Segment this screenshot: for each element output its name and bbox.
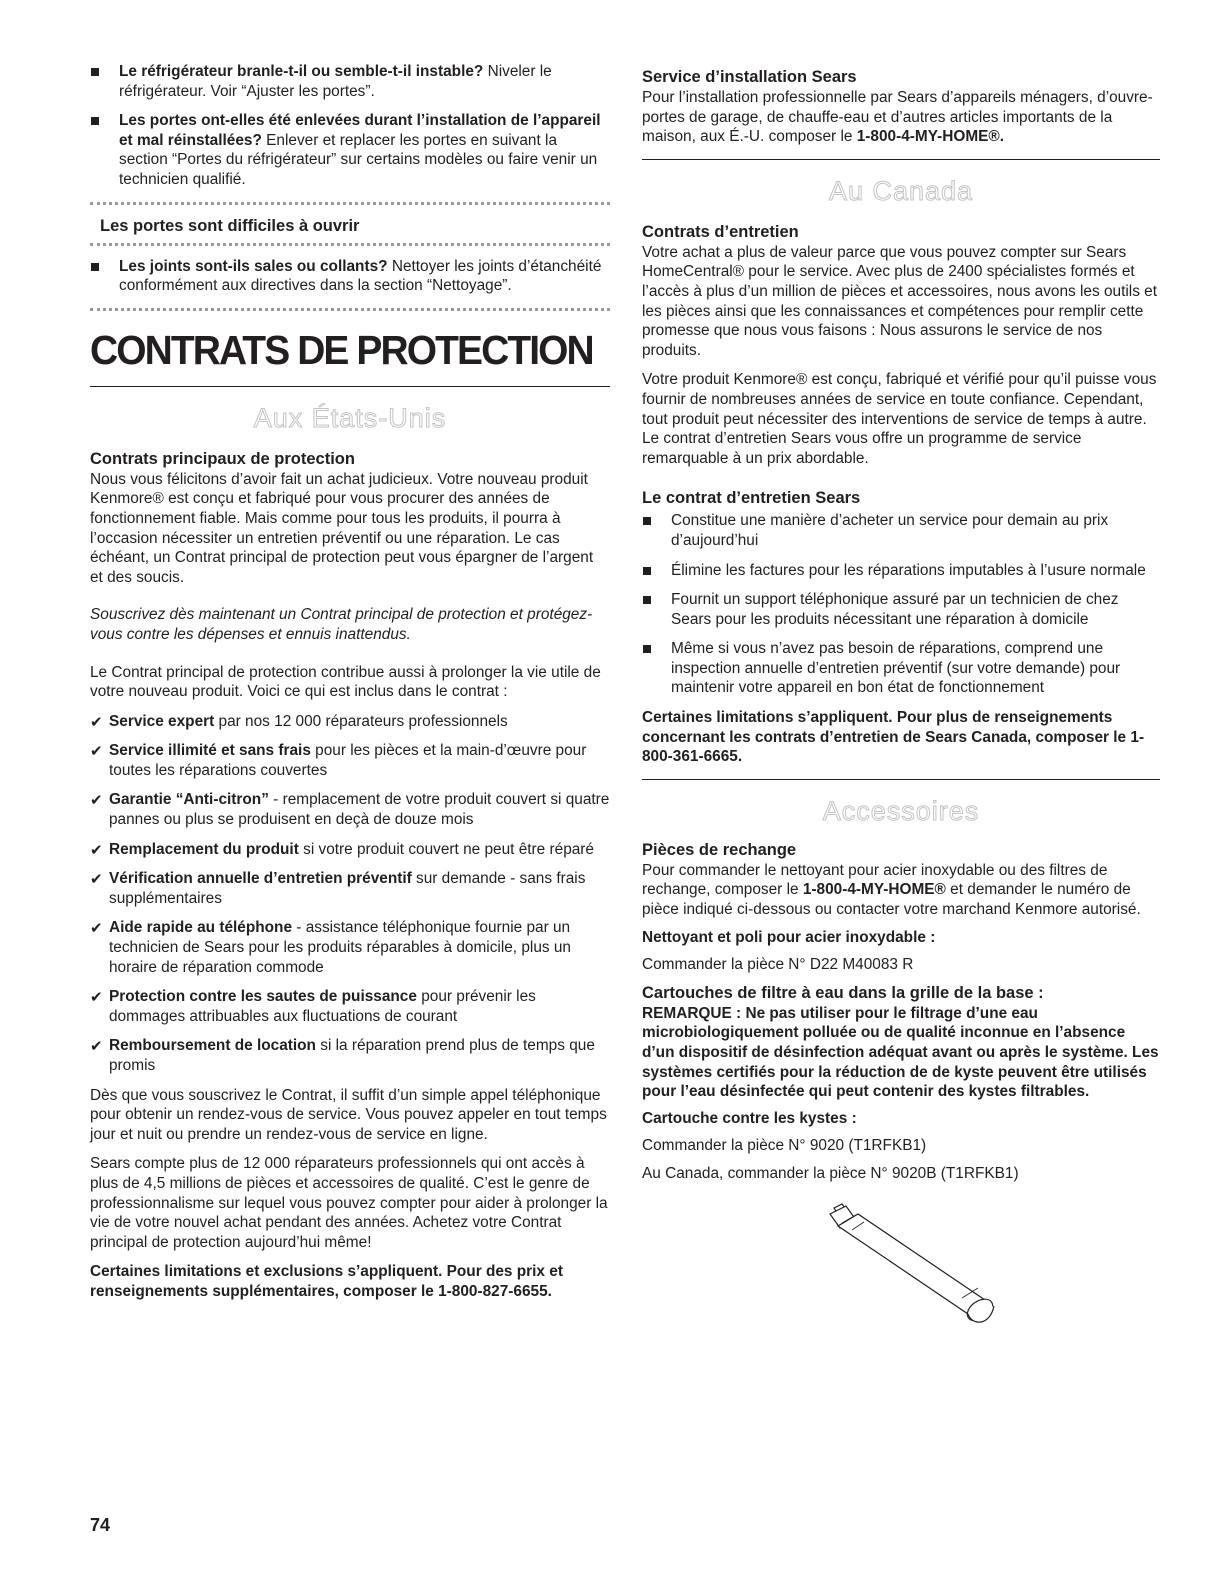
canada-para-1: Votre achat a plus de valeur parce que vous pouvez compter sur Sears HomeCentral® pour le service. Avec plus de 2400 spécialistes formés et l’accès à plus d’un million de pièces et accessoires, nous avons les outils et les pièces ainsi que les connaissances et compétences pour remplir cette promesse que nous vous faisons : Nous assurons le service de nos produits. [642,243,1158,359]
benefit-title: Remplacement du produit [109,840,299,858]
benefit-title: Remboursement de location [109,1037,316,1055]
filter-heading: Cartouches de filtre à eau dans la grille de la base : [642,983,1044,1002]
usa-call-paragraph: Dès que vous souscrivez le Contrat, il suffit d’un simple appel téléphonique pour obtenir un rendez-vous de service. Vous pouvez appeler en tout temps jour et nuit ou prendre un rendez-vous de service en ligne. [90,1086,607,1143]
benefit-text: pour prévenir les dommages attribuables aux fluctuations de courant [109,988,536,1025]
usa-intro: Nous vous félicitons d’avoir fait un achat judicieux. Votre nouveau produit Kenmore® est conçu et fabriqué pour vous procurer des années de fonctionnement fiable. Mais comme pour tous les produits, il pourra à l’occasion nécessiter un entretien préventif ou une réparation. Le cas échéant, un Contrat principal de protection peut vous épargner de l’argent et des soucis. [90,470,594,586]
canada-contract-list [642,511,1160,698]
list-item [90,257,610,296]
list-item [90,111,610,189]
canada-contract-heading: Le contrat d’entretien Sears [642,489,861,508]
parts-intro-start: Pour commander le nettoyant pour acier inoxydable ou des filtres de rechange, composer le [642,861,1108,899]
benefit-text: - assistance téléphonique fournie par un technicien de Sears pour les produits réparables à domicile, plus un horaire de réparation commode [109,919,571,976]
section-rule [642,779,1160,780]
benefit-title: Aide rapide au téléphone [109,919,293,937]
parts-heading: Pièces de rechange [642,840,797,859]
answer-text: Enlever et replacer les portes en suivant la section “Portes du réfrigérateur” sur certains modèles ou faire venir un technicien qualifié. [119,131,598,188]
canada-section-label: Au Canada [828,175,974,206]
install-text [642,88,1160,147]
canada-limitations: Certaines limitations s’appliquent. Pour plus de renseignements concernant les contrats d’entretien de Sears Canada, composer le 1-800-361-6665. [642,709,1145,766]
left-column [90,62,610,1302]
install-body: Pour l’installation professionnelle par Sears d’appareils ménagers, d’ouvre-portes de garage, de chauffe-eau et d’autres articles importants de la maison, aux É.-U. composer le [642,89,1153,146]
list-item [90,62,610,101]
dotted-divider [90,243,610,246]
list-item [90,712,610,732]
check-icon: ✔ [90,989,103,1007]
check-icon: ✔ [90,871,103,889]
parts-intro-end: et demander le numéro de pièce indiqué ci-dessous ou contacter votre marchand Kenmore autorisé. [642,881,1141,919]
benefit-text: - remplacement de votre produit couvert si quatre pannes ou plus se produisent en deçà de douze mois [109,791,610,829]
cyst-part-ca: Au Canada, commander la pièce N° 9020B (T1RFKB1) [642,1164,1019,1182]
page-number: 74 [90,1515,111,1535]
parts-intro [642,861,1160,920]
list-item [90,790,610,829]
canada-para-2: Votre produit Kenmore® est conçu, fabriqué et vérifié pour qu’il puisse vous fournir de nombreuses années de service en toute confiance. Cependant, tout produit peut nécessiter des interventions de service de temps à autre. Le contrat d’entretien Sears vous offre un programme de service remarquable à un prix abordable. [642,371,1157,467]
benefit-title: Garantie “Anti-citron” [109,791,269,809]
troubleshooting-list [90,62,610,190]
section-rule [642,159,1160,160]
answer-text: Nettoyer les joints d’étanchéité conformément aux directives dans la section “Nettoyage”. [119,257,602,295]
list-item: Constitue une manière d’acheter un service pour demain au prix d’aujourd’hui [642,511,1160,550]
usa-limitations: Certaines limitations et exclusions s’appliquent. Pour des prix et renseignements supplémentaires, composer le 1-800-827-6655. [90,1263,563,1300]
list-item: Fournit un support téléphonique assuré par un technicien de chez Sears pour les produits nécessitant une réparation à domicile [642,590,1160,629]
usa-includes: Le Contrat principal de protection contribue aussi à prolonger la vie utile de votre nouveau produit. Voici ce qui est inclus dans le contrat : [90,663,601,701]
benefit-text: pour les pièces et la main-d’œuvre pour toutes les réparations couvertes [109,742,587,779]
cleaner-part: Commander la pièce N° D22 M40083 R [642,956,914,974]
list-item [90,869,610,908]
cyst-part-us: Commander la pièce N° 9020 (T1RFKB1) [642,1137,927,1155]
check-icon: ✔ [90,1038,103,1056]
canada-heading: Contrats d’entretien [642,222,799,241]
benefit-text: si la réparation prend plus de temps que promis [109,1037,595,1074]
cyst-heading: Cartouche contre les kystes : [642,1109,857,1127]
right-column [642,62,1160,1337]
benefit-text: par nos 12 000 réparateurs professionnels [214,712,508,730]
list-item [90,918,610,977]
usa-section-label: Aux États-Unis [253,402,447,433]
benefit-title: Service illimité et sans frais [109,742,311,760]
title-rule [90,386,610,387]
benefit-text: si votre produit couvert ne peut être réparé [298,840,594,858]
accessories-section-label: Accessoires [822,795,980,826]
question-text: Les portes ont-elles été enlevées durant l’installation de l’appareil et mal réinstallées? [119,112,601,149]
install-phone: 1-800-4-MY-HOME®. [856,128,1005,146]
check-icon: ✔ [90,920,103,938]
page-title: CONTRATS DE PROTECTION [90,326,593,373]
list-item: Élimine les factures pour les réparations imputables à l’usure normale [642,561,1160,581]
doors-heading: Les portes sont difficiles à ouvrir [100,216,360,235]
benefits-list [90,712,610,1076]
filter-cartridge-illustration [812,1202,1032,1332]
benefit-title: Vérification annuelle d’entretien préventif [109,870,412,888]
question-text: Les joints sont-ils sales ou collants? [119,257,388,275]
install-heading: Service d’installation Sears [642,68,857,86]
dotted-divider [90,202,610,205]
doors-list [90,257,610,296]
check-icon: ✔ [90,743,103,761]
benefit-title: Protection contre les sautes de puissance [109,988,417,1006]
answer-text: Niveler le réfrigérateur. Voir “Ajuster les portes”. [119,63,552,100]
list-item: Même si vous n’avez pas besoin de réparations, comprend une inspection annuelle d’entretien préventif (sur votre demande) pour maintenir votre appareil en bon état de fonctionnement [642,639,1160,698]
list-item [90,840,610,860]
dotted-divider [90,308,610,311]
benefit-title: Service expert [109,712,215,730]
check-icon: ✔ [90,792,103,810]
benefit-text: sur demande - sans frais supplémentaires [109,870,586,907]
parts-phone: 1-800-4-MY-HOME® [802,881,946,899]
usa-sears-paragraph: Sears compte plus de 12 000 réparateurs professionnels qui ont accès à plus de 4,5 millions de pièces et accessoires de qualité. C’est le genre de professionnalisme sur lequel vous pouvez compter pour aider à prolonger la vie de votre nouvel achat pendant des années. Achetez votre Contrat principal de protection aujourd’hui même! [90,1155,608,1251]
check-icon: ✔ [90,841,103,859]
cleaner-heading: Nettoyant et poli pour acier inoxydable : [642,928,936,946]
list-item [90,1036,610,1075]
filter-note: REMARQUE : Ne pas utiliser pour le filtrage d’une eau microbiologiquement polluée ou de qualité inconnue en l’absence d’un dispositif de désinfection adéquat avant ou après le système. Les systèmes certifiés pour la réduction de de kyste peuvent être utilisés pour l’eau désinfectée qui peut contenir des kystes filtrables. [642,1004,1159,1101]
usa-italic-note: Souscrivez dès maintenant un Contrat principal de protection et protégez-vous contre les dépenses et ennuis inattendus. [90,606,593,643]
usa-heading: Contrats principaux de protection [90,449,355,468]
list-item [90,741,610,780]
list-item [90,987,610,1026]
check-icon: ✔ [90,713,103,731]
question-text: Le réfrigérateur branle-t-il ou semble-t-il instable? [119,63,484,80]
